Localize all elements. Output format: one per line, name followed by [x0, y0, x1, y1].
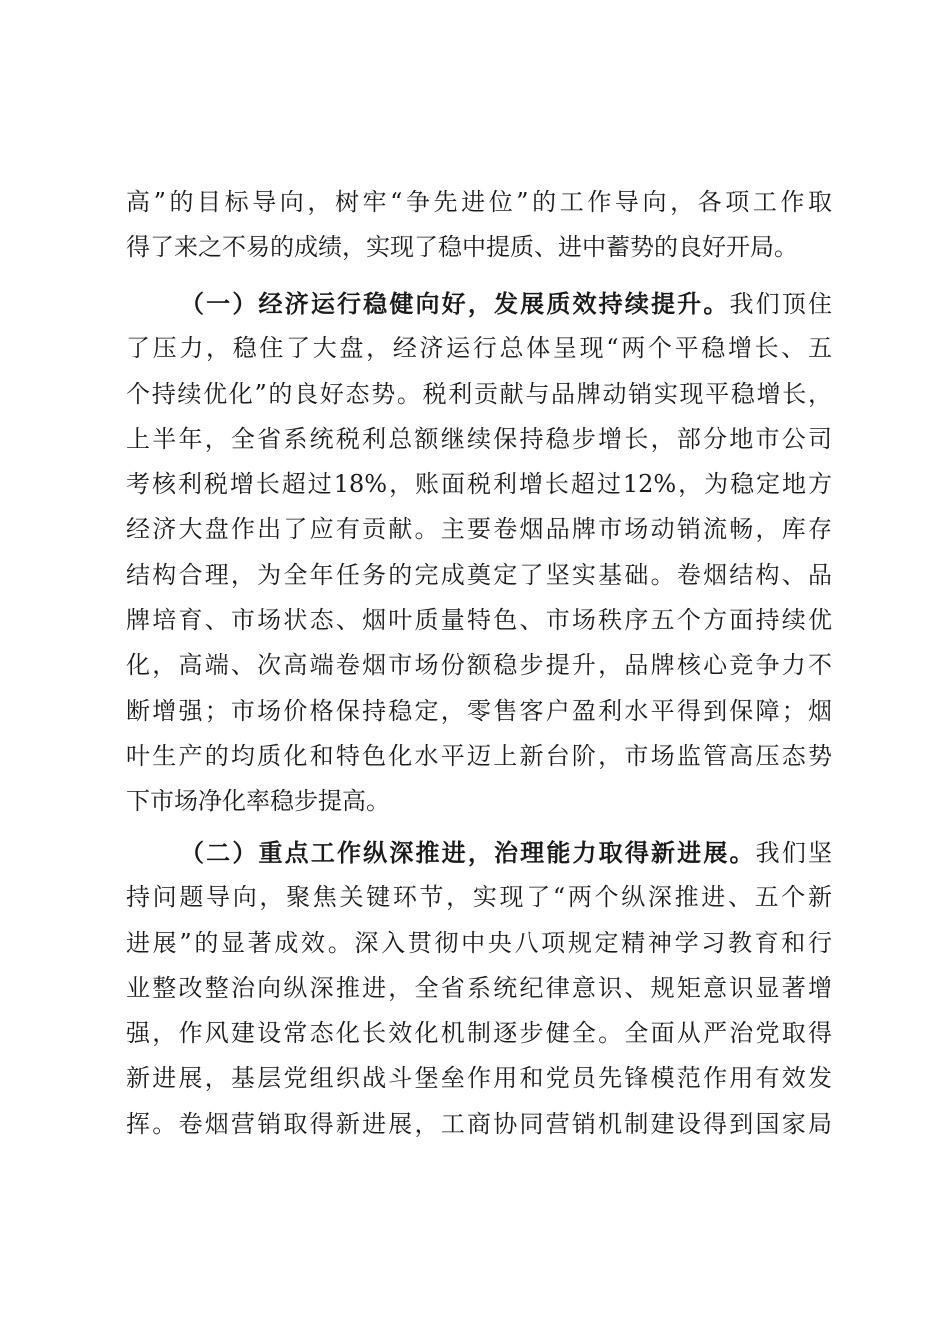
- section-heading: （一）经济运行稳健向好，发展质效持续提升。: [180, 289, 730, 318]
- text-line: 化，高端、次高端卷烟市场份额稳步提升，品牌核心竞争力不: [126, 651, 832, 680]
- section-heading-line: [126, 281, 832, 326]
- text-line: 挥。卷烟营销取得新进展，工商协同营销机制建设得到国家局: [126, 1109, 832, 1138]
- paragraph-section-2: [126, 830, 832, 1147]
- text-line: 个持续优化”的良好态势。税利贡献与品牌动销实现平稳增长，: [126, 379, 832, 408]
- text-line: 强，作风建设常态化长效化机制逐步健全。全面从严治党取得: [126, 1019, 832, 1048]
- text-run: 我们坚: [755, 839, 833, 867]
- text-line: 结构合理，为全年任务的完成奠定了坚实基础。卷烟结构、品: [126, 560, 832, 589]
- section-heading-line: [126, 830, 832, 875]
- text-line: 高”的目标导向，树牢“争先进位”的工作导向，各项工作取: [126, 188, 832, 216]
- text-line: 上半年，全省系统税利总额继续保持稳步增长，部分地市公司: [126, 424, 832, 453]
- section-heading: （二）重点工作纵深推进，治理能力取得新进展。: [180, 838, 756, 867]
- text-line: 考核利税增长超过18%，账面税利增长超过12%，为稳定地方: [126, 470, 832, 499]
- text-line: 业整改整治向纵深推进，全省系统纪律意识、规矩意识显著增: [126, 973, 832, 1002]
- text-line: 叶生产的均质化和特色化水平迈上新台阶，市场监管高压态势: [126, 741, 832, 770]
- text-run: 我们顶住: [729, 290, 832, 318]
- text-line: 断增强；市场价格保持稳定，零售客户盈利水平得到保障；烟: [126, 696, 832, 725]
- paragraph-intro: [126, 180, 832, 271]
- text-line: 了压力，稳住了大盘，经济运行总体呈现“两个平稳增长、五: [126, 334, 832, 363]
- paragraph-section-1: [126, 281, 832, 825]
- text-line: 经济大盘作出了应有贡献。主要卷烟品牌市场动销流畅，库存: [126, 515, 832, 544]
- text-line: 得了来之不易的成绩，实现了稳中提质、进中蓄势的良好开局。: [126, 233, 798, 262]
- text-line: 牌培育、市场状态、烟叶质量特色、市场秩序五个方面持续优: [126, 606, 832, 635]
- text-line: 新进展，基层党组织战斗堡垒作用和党员先锋模范作用有效发: [126, 1064, 832, 1093]
- text-line: 持问题导向，聚焦关键环节，实现了“两个纵深推进、五个新: [126, 883, 832, 912]
- text-line: 进展”的显著成效。深入贯彻中央八项规定精神学习教育和行: [126, 928, 832, 957]
- text-line: 下市场净化率稳步提高。: [126, 787, 390, 816]
